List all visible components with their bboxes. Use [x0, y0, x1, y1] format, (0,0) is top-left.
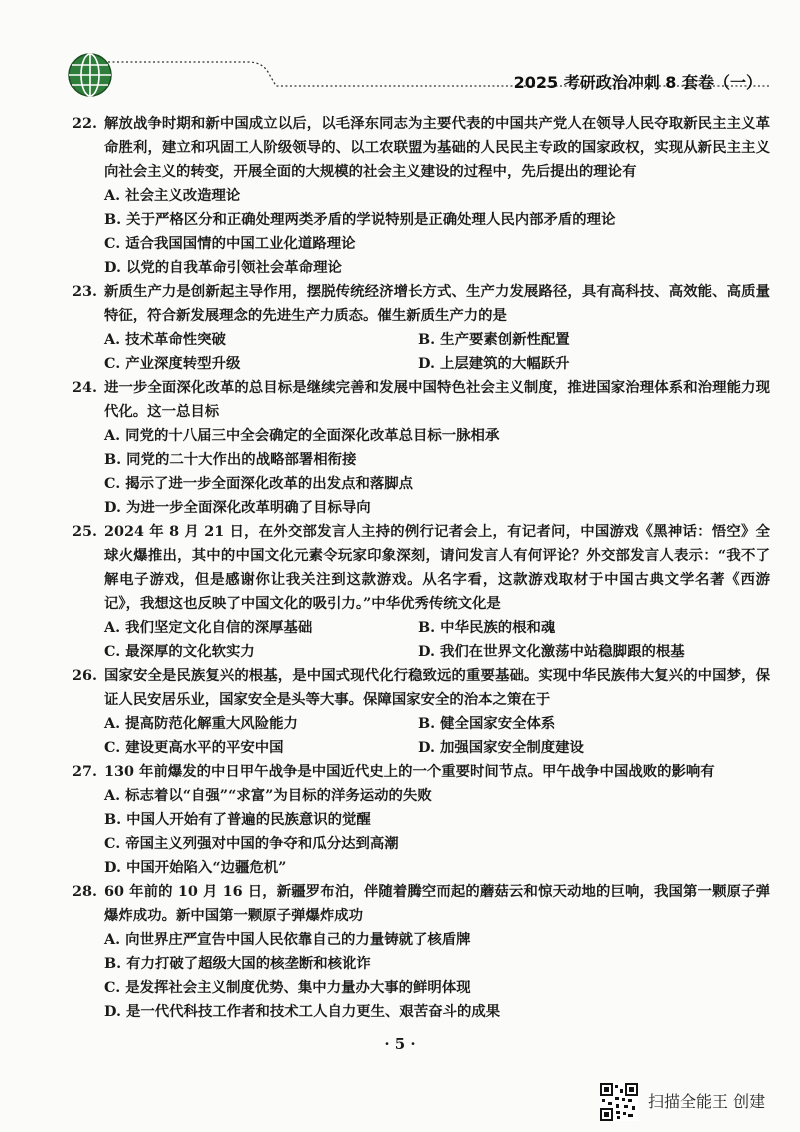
option-d: D. 我们在世界文化激荡中站稳脚跟的根基 — [418, 643, 685, 660]
option-b: B. 中国人开始有了普遍的民族意识的觉醒 — [104, 811, 371, 828]
option-a: A. 社会主义改造理论 — [104, 187, 241, 204]
question-number: 27. — [72, 763, 98, 780]
question-24 — [72, 376, 770, 520]
question-stem — [72, 520, 770, 616]
question-text: 国家安全是民族复兴的根基，是中国式现代化行稳致远的重要基础。实现中华民族伟大复兴的中国梦，保证人民安居乐业，国家安全是头等大事。保障国家安全的治本之策在于 — [104, 667, 770, 708]
question-23 — [72, 280, 770, 376]
option-c: C. 是发挥社会主义制度优势、集中力量办大事的鲜明体现 — [104, 979, 471, 996]
option-b: B. 健全国家安全体系 — [418, 715, 556, 732]
question-28 — [72, 880, 770, 1024]
question-number: 23. — [72, 283, 98, 300]
question-text: 130 年前爆发的中日甲午战争是中国近代史上的一个重要时间节点。甲午战争中国战败的影响有 — [104, 763, 715, 780]
qr-code-icon — [600, 1083, 638, 1121]
option-d: D. 加强国家安全制度建设 — [418, 739, 584, 756]
question-text: 解放战争时期和新中国成立以后，以毛泽东同志为主要代表的中国共产党人在领导人民夺取新民主主义革命胜利，建立和巩固工人阶级领导的、以工农联盟为基础的人民民主专政的国家政权，实现从新民主主义向社会主义的转变，开展全面的大规模的社会主义建设的过程中，先后提出的理论有 — [104, 115, 770, 180]
question-stem — [72, 664, 770, 712]
page-number: · 5 · — [384, 1035, 416, 1053]
question-text: 进一步全面深化改革的总目标是继续完善和发展中国特色社会主义制度，推进国家治理体系和治理能力现代化。这一总目标 — [104, 379, 770, 420]
option-list — [78, 712, 770, 760]
option-a: A. 向世界庄严宣告中国人民依靠自己的力量铸就了核盾牌 — [104, 931, 471, 948]
question-text: 60 年前的 10 月 16 日，新疆罗布泊，伴随着腾空而起的蘑菇云和惊天动地的巨响，我国第一颗原子弹爆炸成功。新中国第一颗原子弹爆炸成功 — [104, 883, 770, 924]
question-text: 新质生产力是创新起主导作用，摆脱传统经济增长方式、生产力发展路径，具有高科技、高效能、高质量特征，符合新发展理念的先进生产力质态。催生新质生产力的是 — [104, 283, 770, 324]
option-c: C. 揭示了进一步全面深化改革的出发点和落脚点 — [104, 475, 414, 492]
question-26 — [72, 664, 770, 760]
option-d: D. 上层建筑的大幅跃升 — [418, 355, 570, 372]
question-stem — [72, 760, 770, 784]
question-number: 22. — [72, 115, 98, 132]
option-c: C. 最深厚的文化软实力 — [104, 643, 255, 660]
question-list — [72, 112, 770, 1024]
option-list — [78, 328, 770, 376]
option-d: D. 中国开始陷入“边疆危机” — [104, 859, 287, 876]
option-b: B. 关于严格区分和正确处理两类矛盾的学说特别是正确处理人民内部矛盾的理论 — [104, 211, 616, 228]
question-stem — [72, 880, 770, 928]
question-stem — [72, 376, 770, 424]
option-a: A. 提高防范化解重大风险能力 — [104, 715, 298, 732]
option-d: D. 是一代代科技工作者和技术工人自力更生、艰苦奋斗的成果 — [104, 1003, 501, 1020]
question-22 — [72, 112, 770, 280]
exam-title: 2025 考研政治冲刺 8 套卷（一） — [513, 73, 762, 92]
option-a: A. 技术革命性突破 — [104, 331, 226, 348]
question-text: 2024 年 8 月 21 日，在外交部发言人主持的例行记者会上，有记者问，中国游戏《黑神话：悟空》全球火爆推出，其中的中国文化元素令玩家印象深刻，请问发言人有何评论？外交部发言人表示：“我不了解电子游戏，但是感谢你让我关注到这款游戏。从名字看，这款游戏取材于中国古典文学名著《西游记》，我想这也反映了中国文化的吸引力。”中华优秀传统文化是 — [104, 523, 770, 612]
option-c: C. 产业深度转型升级 — [104, 355, 241, 372]
option-d: D. 以党的自我革命引领社会革命理论 — [104, 259, 342, 276]
option-list — [78, 928, 770, 1024]
question-number: 25. — [72, 523, 98, 540]
option-b: B. 有力打破了超级大国的核垄断和核讹诈 — [104, 955, 371, 972]
question-number: 28. — [72, 883, 98, 900]
option-c: C. 建设更高水平的平安中国 — [104, 739, 284, 756]
option-b: B. 中华民族的根和魂 — [418, 619, 556, 636]
question-number: 24. — [72, 379, 98, 396]
option-b: B. 同党的二十大作出的战略部署相衔接 — [104, 451, 357, 468]
page-header — [0, 0, 800, 100]
question-stem — [72, 280, 770, 328]
option-c: C. 帝国主义列强对中国的争夺和瓜分达到高潮 — [104, 835, 399, 852]
option-a: A. 我们坚定文化自信的深厚基础 — [104, 619, 313, 636]
option-d: D. 为进一步全面深化改革明确了目标导向 — [104, 499, 371, 516]
option-list — [78, 184, 770, 280]
option-list — [78, 424, 770, 520]
question-stem — [72, 112, 770, 184]
question-number: 26. — [72, 667, 98, 684]
question-27 — [72, 760, 770, 880]
option-list — [78, 784, 770, 880]
option-list — [78, 616, 770, 664]
option-a: A. 标志着以“自强”“求富”为目标的洋务运动的失败 — [104, 787, 432, 804]
scanner-watermark: 扫描全能王 创建 — [648, 1092, 766, 1111]
option-a: A. 同党的十八届三中全会确定的全面深化改革总目标一脉相承 — [104, 427, 500, 444]
option-b: B. 生产要素创新性配置 — [418, 331, 570, 348]
question-25 — [72, 520, 770, 664]
option-c: C. 适合我国国情的中国工业化道路理论 — [104, 235, 356, 252]
globe-logo-icon — [67, 52, 113, 98]
